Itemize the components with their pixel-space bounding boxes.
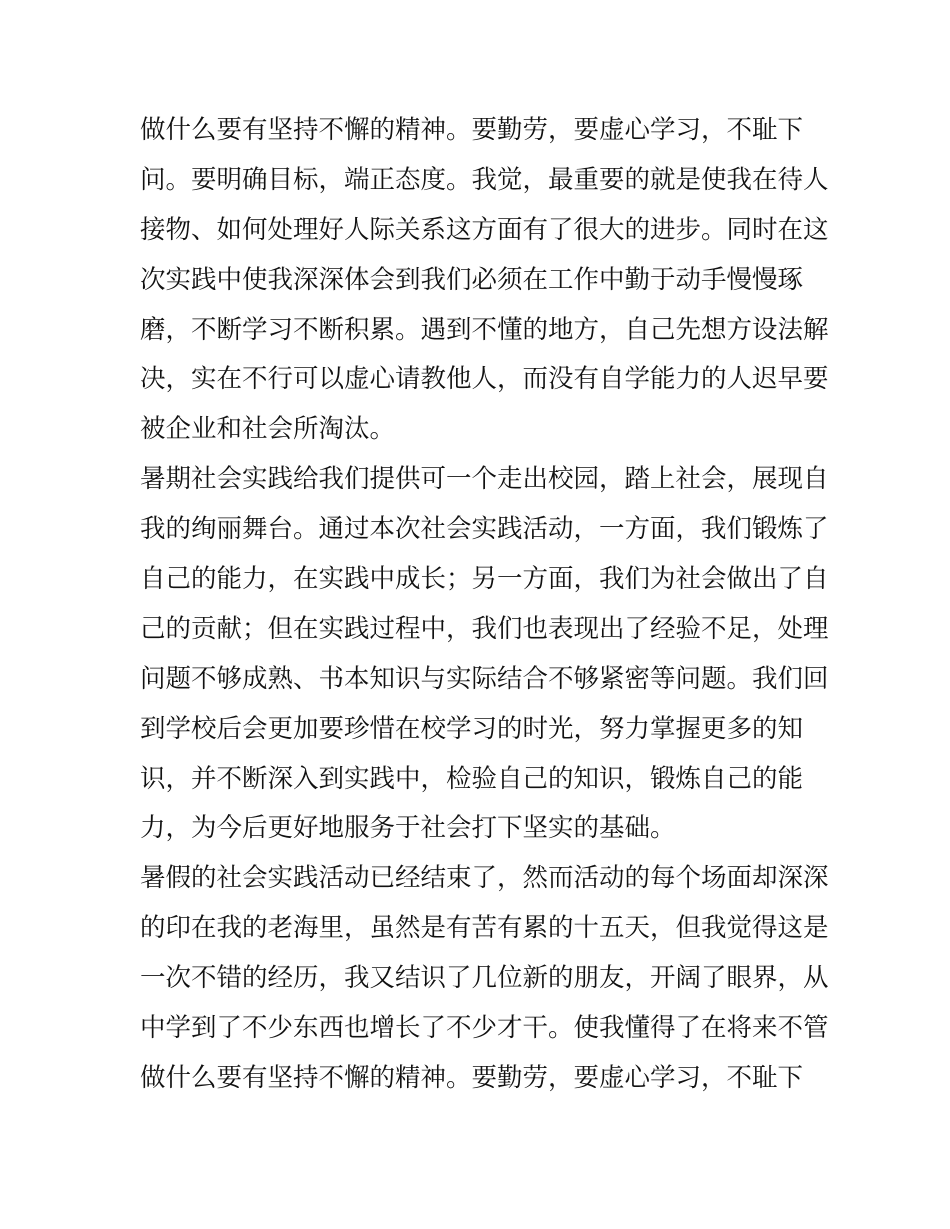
text-line: 次实践中使我深深体会到我们必须在工作中勤于动手慢慢琢 [140,264,804,295]
text-line: 自己的能力，在实践中成长；另一方面，我们为社会做出了自 [140,564,829,595]
text-line: 我的绚丽舞台。通过本次社会实践活动，一方面，我们锻炼了 [140,514,829,545]
text-line: 的印在我的老海里，虽然是有苦有累的十五天，但我觉得这是 [140,913,829,944]
text-line: 磨，不断学习不断积累。遇到不懂的地方，自己先想方设法解 [140,314,829,345]
text-line: 力，为今后更好地服务于社会打下坚实的基础。 [140,813,676,844]
text-line: 一次不错的经历，我又结识了几位新的朋友，开阔了眼界，从 [140,963,829,994]
text-line: 暑假的社会实践活动已经结束了，然而活动的每个场面却深深 [140,863,829,894]
text-line: 做什么要有坚持不懈的精神。要勤劳，要虚心学习，不耻下 [140,1062,804,1093]
text-line: 接物、如何处理好人际关系这方面有了很大的进步。同时在这 [140,214,829,245]
text-line: 决，实在不行可以虚心请教他人，而没有自学能力的人迟早要 [140,364,829,395]
text-line: 被企业和社会所淘汰。 [140,414,396,445]
text-line: 识，并不断深入到实践中，检验自己的知识，锻炼自己的能 [140,763,804,794]
text-line: 做什么要有坚持不懈的精神。要勤劳，要虚心学习，不耻下 [140,115,804,145]
text-line: 中学到了不少东西也增长了不少才干。使我懂得了在将来不管 [140,1013,829,1044]
text-line: 到学校后会更加要珍惜在校学习的时光，努力掌握更多的知 [140,713,804,744]
text-line: 问题不够成熟、书本知识与实际结合不够紧密等问题。我们回 [140,663,829,694]
body-text [140,106,829,1104]
text-line: 问。要明确目标，端正态度。我觉，最重要的就是使我在待人 [140,164,829,195]
text-line: 暑期社会实践给我们提供可一个走出校园，踏上社会，展现自 [140,464,829,495]
text-line: 己的贡献；但在实践过程中，我们也表现出了经验不足，处理 [140,613,829,644]
